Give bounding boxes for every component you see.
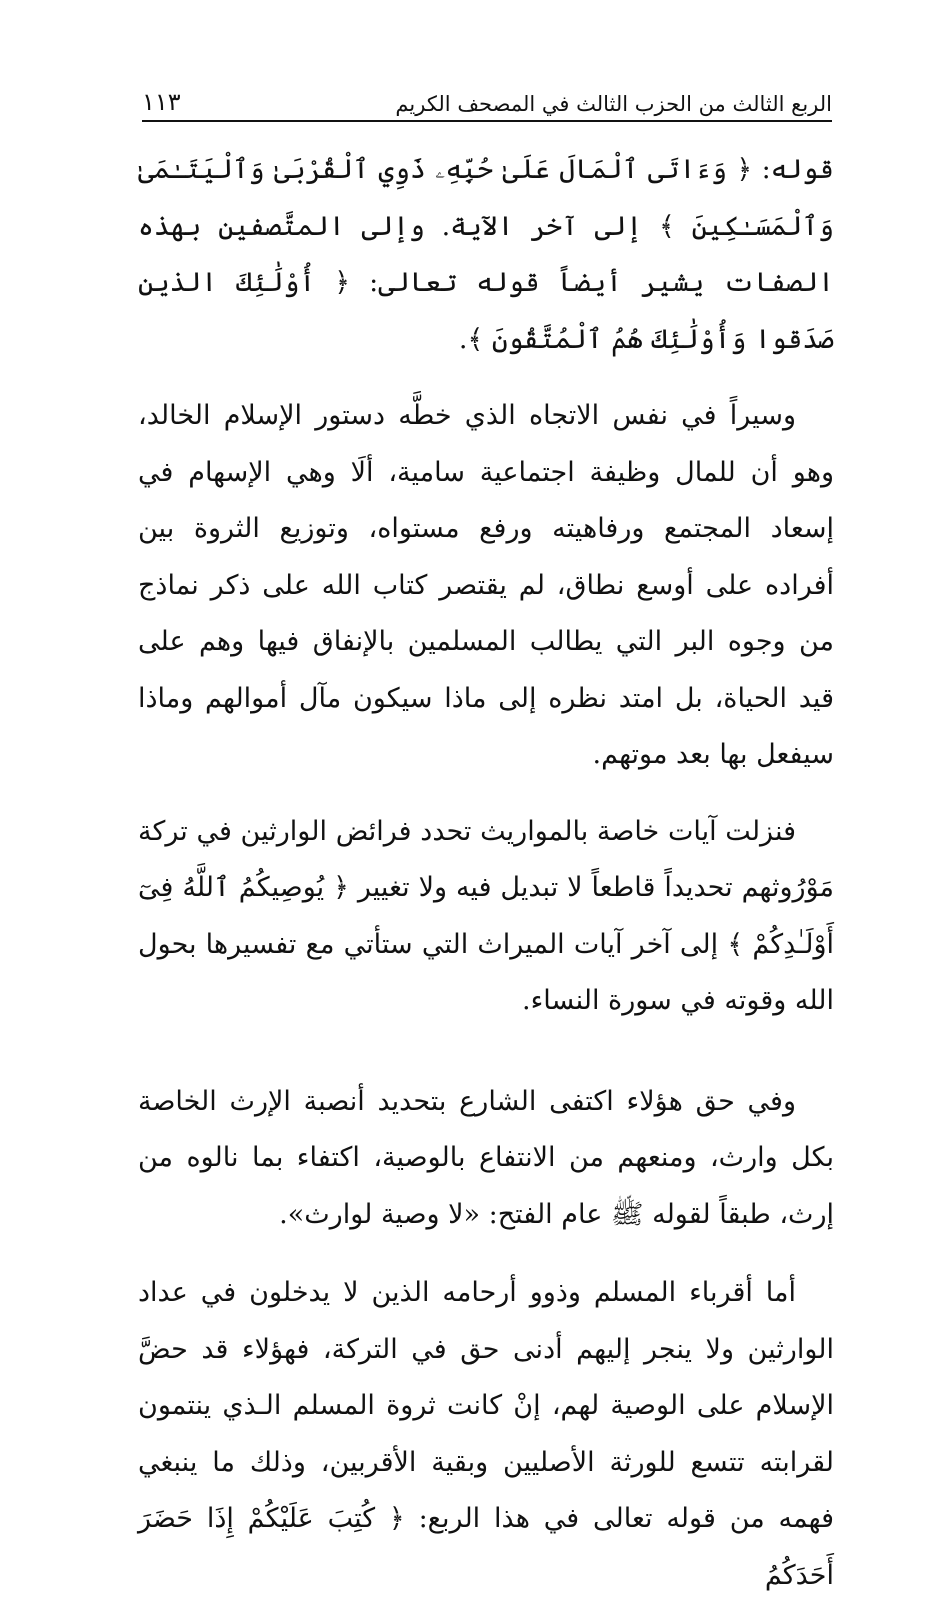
paragraph-gap (138, 368, 834, 388)
paragraph-1: قوله: ﴿ وَءَاتَى ٱلْمَالَ عَلَىٰ حُبِّهِۦ ذَوِي ٱلْقُرْبَىٰ وَٱلْيَتَـٰمَىٰ وَٱلْمَسَـٰكِينَ ﴾ إلى آخر الآية. وإلى المتَّصفين بهذه الصفات يشير أيضاً قوله تعالى: ﴿ أُوْلَٰئِكَ الذين صَدَقوا وَأُوْلَٰئِكَ هُمُ ٱلْمُتَّقُونَ ﴾. (138, 154, 834, 355)
page-body (138, 142, 834, 1604)
paragraph-3: فنزلت آيات خاصة بالمواريث تحدد فرائض الوارثين في تركة مَوْرُوثهم تحديداً قاطعاً لا تبديل فيه ولا تغيير ﴿ يُوصِيكُمُ ٱللَّهُ فِىٓ أَوْلَـٰدِكُمْ ﴾ إلى آخر آيات الميراث التي ستأتي مع تفسيرها بحول الله وقوته في سورة النساء. (138, 815, 834, 1016)
paragraph-gap (138, 784, 834, 804)
paragraph-4: وفي حق هؤلاء اكتفى الشارع بتحديد أنصبة الإرث الخاصة بكل وارث، ومنعهم من الانتفاع بالوصية، اكتفاء بما نالوه من إرث، طبقاً لقوله ﷺ عام الفتح: «لا وصية لوارث». (138, 1085, 834, 1230)
paragraph-gap (138, 1243, 834, 1265)
paragraph-2: وسيراً في نفس الاتجاه الذي خطَّه دستور الإسلام الخالد، وهو أن للمال وظيفة اجتماعية سامية، ألَا وهي الإسهام في إسعاد المجتمع ورفاهيته ورفع مستواه، وتوزيع الثروة بين أفراده على أوسع نطاق، لم يقتصر كتاب الله على ذكر نماذج من وجوه البر التي يطالب المسلمين بالإنفاق فيها وهم على قيد الحياة، بل امتد نظره إلى ماذا سيكون مآل أموالهم وماذا سيفعل بها بعد موتهم. (138, 400, 834, 770)
page-number: ١١٣ (142, 88, 181, 116)
paragraph-gap (138, 1030, 834, 1074)
paragraph-5: أما أقرباء المسلم وذوو أرحامه الذين لا يدخلون في عداد الوارثين ولا ينجر إليهم أدنى حق في التركة، فهؤلاء قد حضَّ الإسلام على الوصية لهم، إنْ كانت ثروة المسلم الـذي ينتمون لقرابته تتسع للورثة الأصليين وبقية الأقربين، وذلك ما ينبغي فهمه من قوله تعالى في هذا الربع: ﴿ كُتِبَ عَلَيْكُمْ إِذَا حَضَرَ أَحَدَكُمُ (138, 1277, 834, 1591)
running-title: الربع الثالث من الحزب الثالث في المصحف الكريم (395, 92, 832, 116)
page-header (142, 76, 832, 122)
